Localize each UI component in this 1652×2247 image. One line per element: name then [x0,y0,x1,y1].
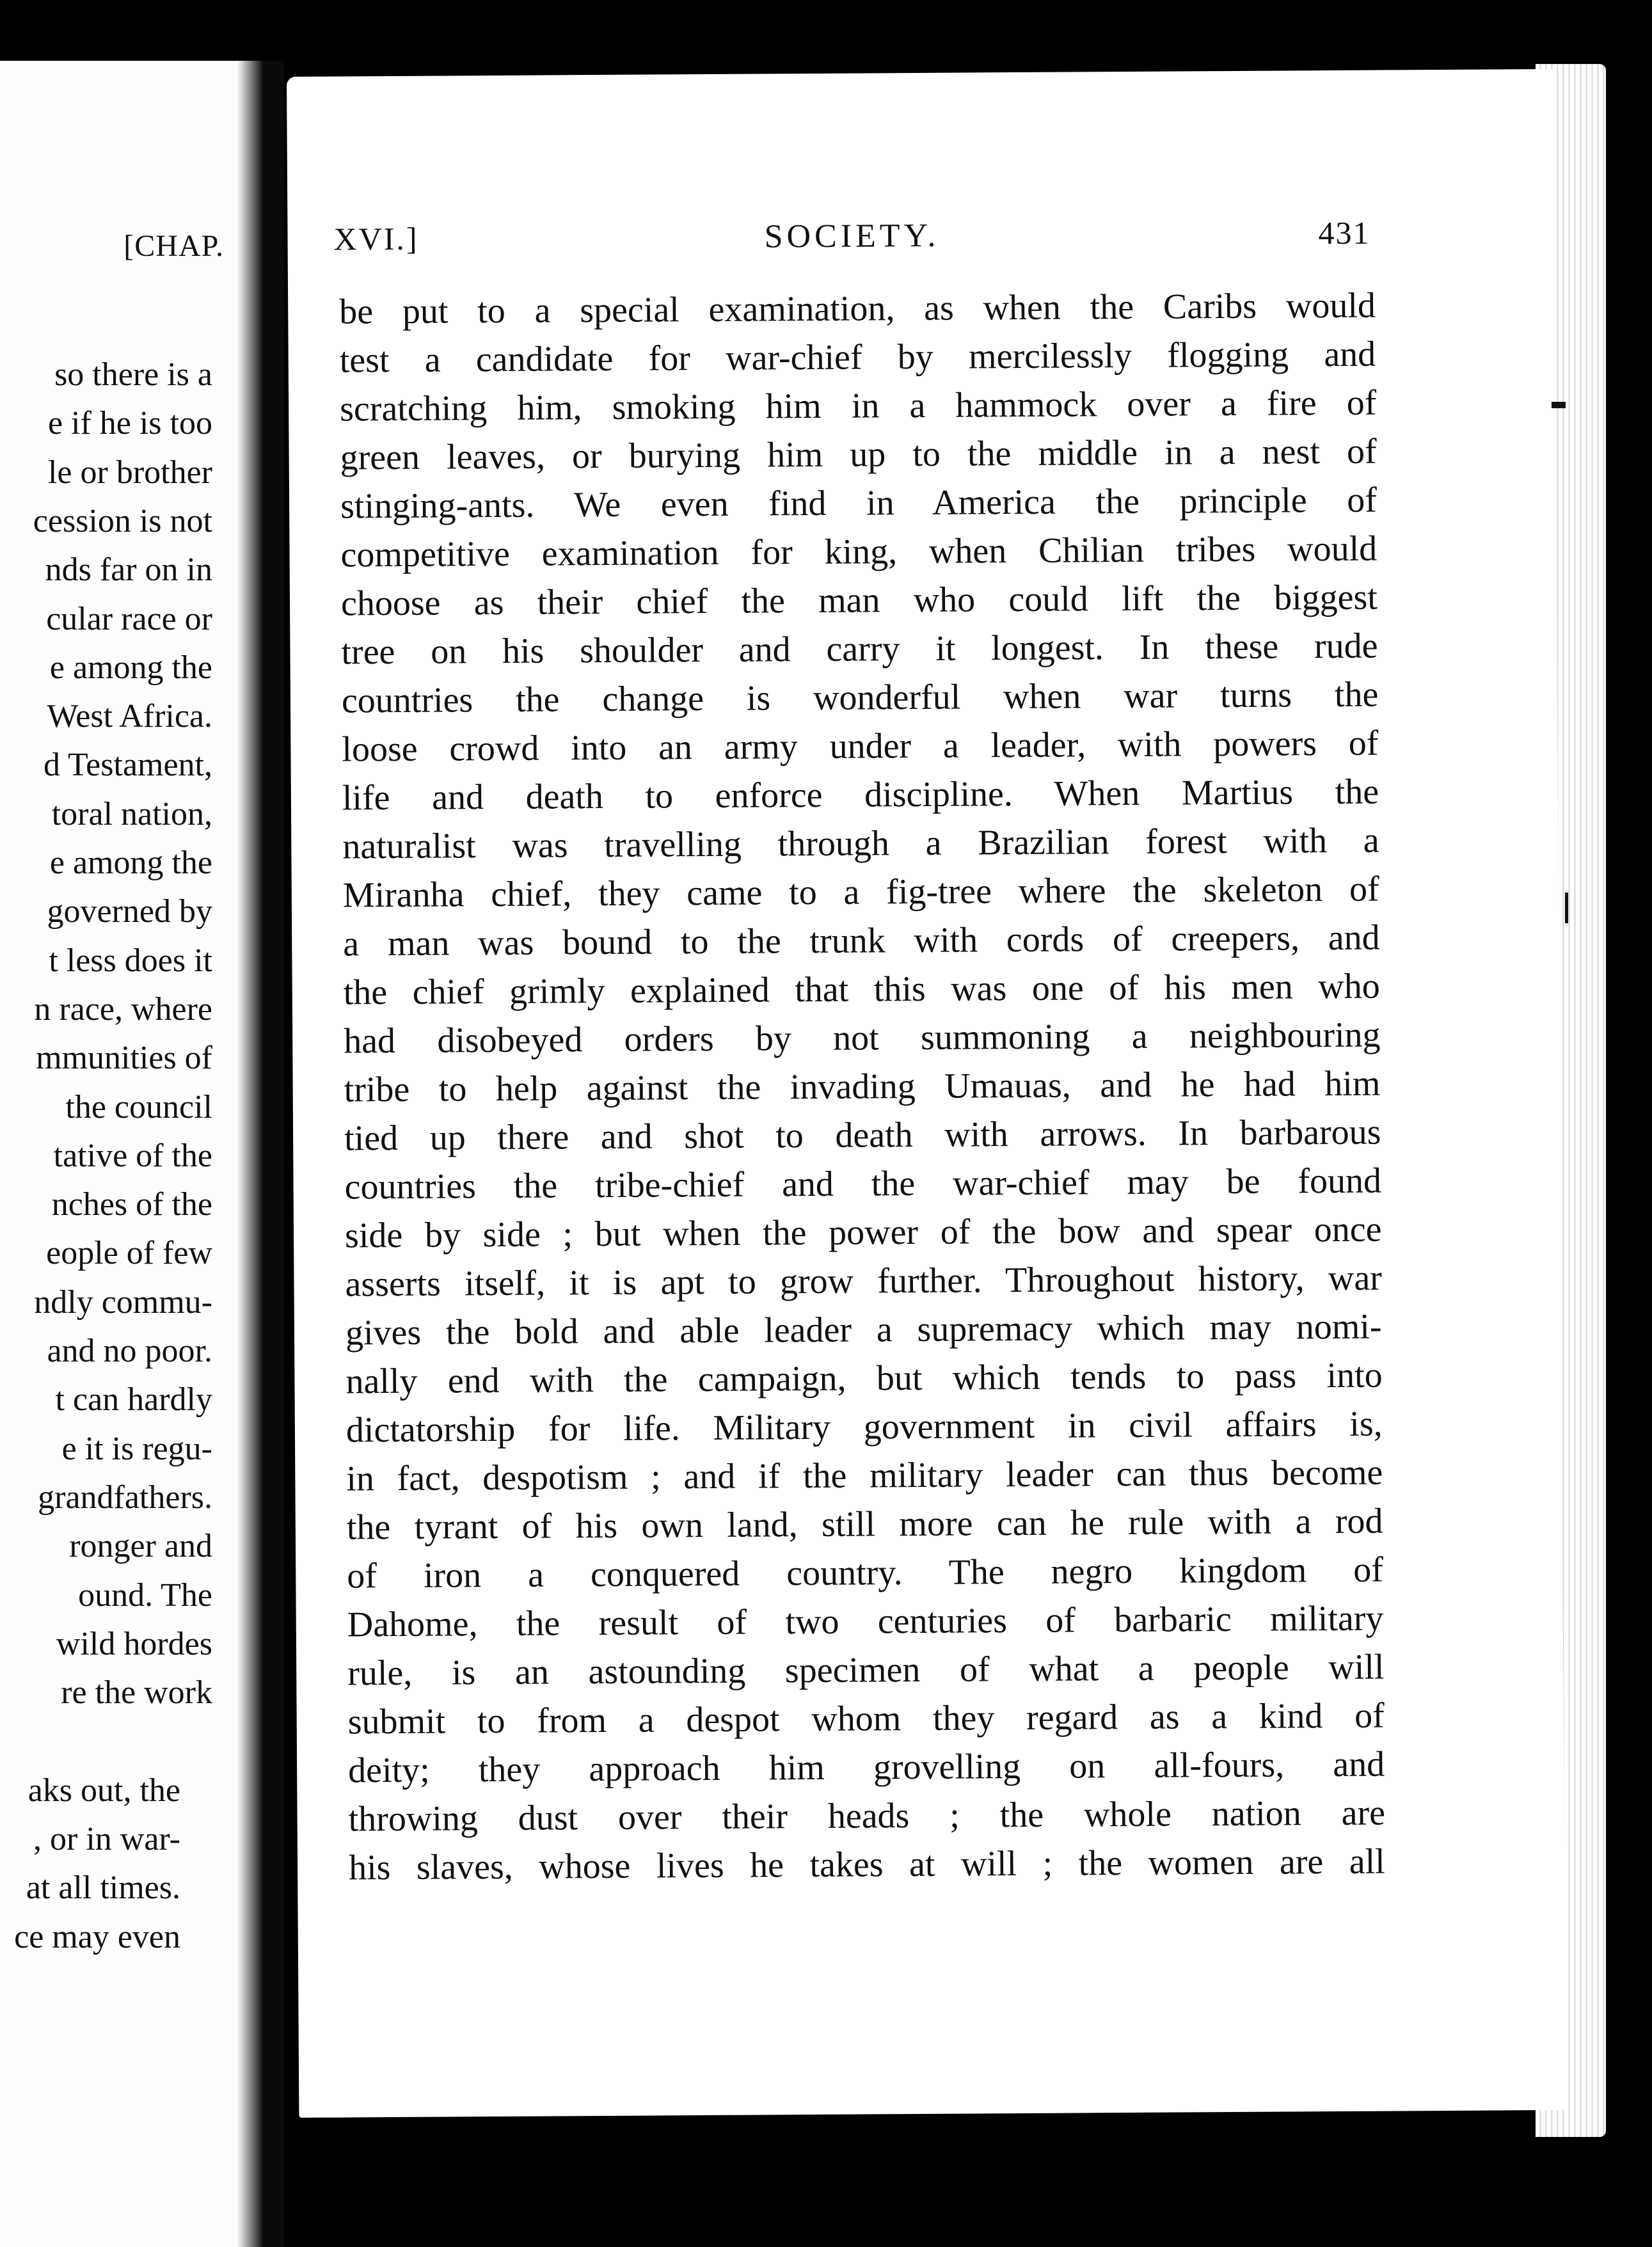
body-line: gives the bold and able leader a supremacy which may nomi- [345,1306,1382,1353]
body-line: naturalist was travelling through a Brazilian forest with a [342,820,1379,867]
body-line: Dahome, the result of two centuries of barbaric military [347,1598,1384,1645]
body-line: tree on his shoulder and carry it longest. In these rude [341,626,1378,672]
body-line: of iron a conquered country. The negro kingdom of [347,1550,1384,1596]
left-page-line: mmunities of [36,1040,212,1077]
left-page-line: eople of few [46,1235,212,1272]
body-line: asserts itself, it is apt to grow further. Throughout history, war [345,1258,1382,1305]
left-page-line: the council [65,1088,212,1125]
left-page-line: wild hordes [56,1625,212,1662]
body-line: dictatorship for life. Military government in civil affairs is, [345,1404,1383,1450]
left-page-line: ound. The [78,1576,212,1614]
body-line: his slaves, whose lives he takes at will ; the women are all [348,1841,1385,1888]
body-line: submit to from a despot whom they regard as a kind of [347,1695,1385,1742]
body-line: had disobeyed orders by not summoning a neighbouring [344,1015,1381,1061]
margin-mark [1552,402,1566,408]
body-line: side by side ; but when the power of the bow and spear once [344,1209,1382,1256]
running-head [333,214,1370,266]
left-page-line: e among the [49,649,212,686]
body-text [339,282,1385,1893]
body-line: in fact, despotism ; and if the military leader can thus become [346,1452,1383,1499]
left-page-line: ce may even [14,1918,180,1955]
body-line: tribe to help against the invading Umauas, and he had him [344,1063,1381,1110]
left-page-line: so there is a [54,356,212,393]
body-line: countries the change is wonderful when war turns the [341,674,1379,721]
left-facing-page [0,61,238,2247]
left-page-line: nches of the [51,1186,212,1223]
left-page-line: nds far on in [45,552,212,589]
left-page-line: cular race or [46,600,212,637]
left-page-line: West Africa. [47,698,212,735]
body-line: competitive examination for king, when Chilian tribes would [340,528,1378,575]
left-page-line: t less does it [49,942,212,979]
left-page-line: t can hardly [55,1381,212,1418]
body-line: rule, is an astounding specimen of what a people will [347,1647,1385,1694]
left-page-line: re the work [61,1674,212,1711]
body-line: life and death to enforce discipline. When Martius the [342,772,1379,818]
left-page-line: ronger and [69,1528,212,1565]
left-page-line: , or in war- [33,1821,180,1857]
left-page-line: grandfathers. [38,1479,212,1516]
body-line: green leaves, or burying him up to the middle in a nest of [340,431,1377,478]
body-line: loose crowd into an army under a leader, with powers of [342,723,1379,770]
page-number: 431 [1318,214,1370,251]
left-page-line: tative of the [53,1137,212,1174]
body-line: the tyrant of his own land, still more can he rule with a rod [346,1501,1383,1548]
body-line: deity; they approach him grovelling on all-fours, and [347,1744,1385,1791]
right-page [287,69,1566,2118]
running-title: SOCIETY. [764,217,940,255]
body-line: be put to a special examination, as when the Caribs would [339,285,1376,332]
body-line: the chief grimly explained that this was one of his men who [343,966,1380,1013]
left-page-text [0,61,225,2247]
left-running-head: [CHAP. [123,229,224,263]
left-page-line: e if he is too [47,405,212,442]
left-page-line: e among the [49,845,212,881]
left-page-line: n race, where [34,990,212,1028]
left-page-line: e it is regu- [61,1430,212,1467]
book-gutter [238,61,284,2247]
left-page-line: aks out, the [28,1772,180,1809]
body-line: a man was bound to the trunk with cords of creepers, and [343,917,1380,964]
body-line: tied up there and shot to death with arrows. In barbarous [344,1112,1381,1159]
left-page-line: le or brother [47,454,212,491]
left-page-line: and no poor. [47,1333,212,1369]
chapter-reference: XVI.] [333,220,419,257]
left-page-line: toral nation, [51,795,212,832]
body-line: scratching him, smoking him in a hammock over a fire of [339,383,1377,429]
left-page-line: ndly commu- [34,1283,212,1321]
body-line: countries the tribe-chief and the war-chief may be found [344,1161,1381,1207]
left-page-line: d Testament, [43,747,212,784]
body-line: test a candidate for war-chief by mercilessly flogging and [339,334,1376,381]
body-line: stinging-ants. We even find in America the principle of [340,480,1378,527]
margin-mark [1565,893,1568,923]
body-line: choose as their chief the man who could lift the biggest [340,577,1378,624]
body-line: throwing dust over their heads ; the whole nation are [348,1793,1385,1839]
left-page-line: at all times. [26,1870,180,1907]
left-page-line: cession is not [33,502,212,539]
body-line: Miranha chief, they came to a fig-tree where the skeleton of [342,869,1379,916]
left-page-line: governed by [47,893,212,930]
body-line: nally end with the campaign, but which tends to pass into [345,1355,1383,1402]
